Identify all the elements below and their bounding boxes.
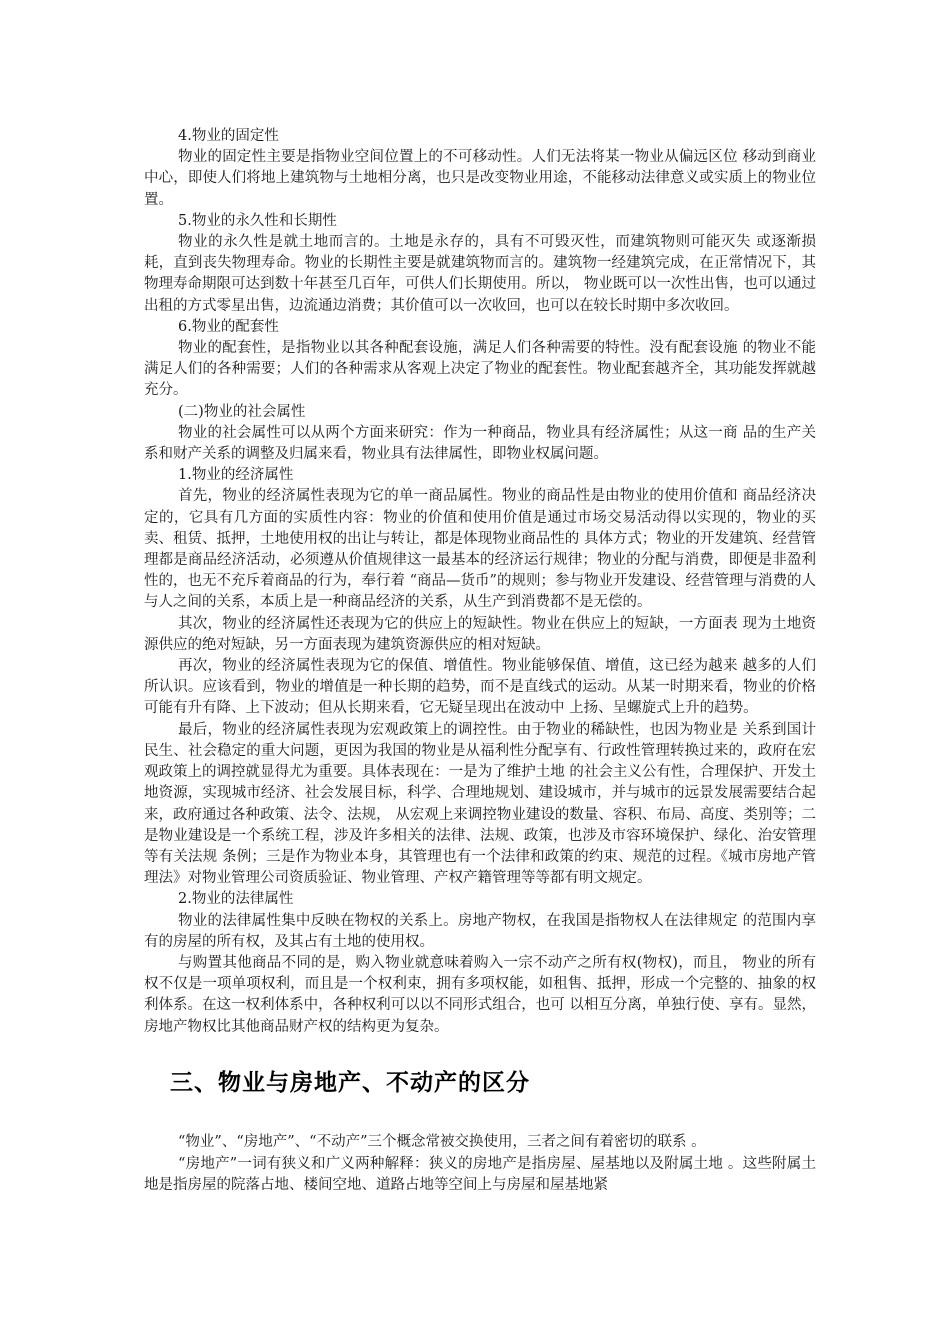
paragraph: “房地产”一词有狭义和广义两种解释：狭义的房地产是指房屋、屋基地以及附属土地 。这些附属土地是指房屋的院落占地、楼间空地、道路占地等空间上与房屋和屋基地紧 <box>144 1155 816 1193</box>
section-title: 三、物业与房地产、不动产的区分 <box>170 1070 530 1096</box>
subheading: 6.物业的配套性 <box>178 318 279 335</box>
subheading: 4.物业的固定性 <box>178 128 279 144</box>
document-body <box>144 126 816 1038</box>
paragraph: 物业的固定性主要是指物业空间位置上的不可移动性。人们无法将某一物业从偏远区位 移动到商业中心，即使人们将地上建筑物与土地相分离，也只是改变物业用途，不能移动法律意义或实质上的物业位置。 <box>144 149 816 208</box>
paragraph: “物业”、“房地产”、“不动产”三个概念常被交换使用，三者之间有着密切的联系 。 <box>178 1134 706 1150</box>
subheading: 5.物业的永久性和长期性 <box>178 212 337 229</box>
section-body <box>144 1132 816 1197</box>
subheading: 1.物业的经济属性 <box>178 467 294 484</box>
paragraph: 物业的配套性，是指物业以其各种配套设施，满足人们各种需要的特性。没有配套设施 的物业不能满足人们的各种需要；人们的各种需求从客观上决定了物业的配套性。物业配套越齐全，其功能发挥就越充分。 <box>144 340 816 399</box>
subheading: (二)物业的社会属性 <box>178 403 306 420</box>
paragraph: 物业的法律属性集中反映在物权的关系上。房地产物权，在我国是指物权人在法律规定 的范围内享有的房屋的所有权，及其占有土地的使用权。 <box>144 912 816 950</box>
paragraph: 首先，物业的经济属性表现为它的单一商品属性。物业的商品性是由物业的使用价值和 商品经济决定的，它具有几方面的实质性内容：物业的价值和使用价值是通过市场交易活动得以实现的，物业的买卖、租赁、抵押，土地使用权的出让与转让，都是体现物业商品性的 具体方式；物业的开发建筑、经营管理都是商品经济活动，必须遵从价值规律这一最基本的经济运行规律；物业的分配与消费，即便是非盈利性的，也无不充斥着商品的行为，奉行着 “商品—货币”的规则；参与物业开发建设、经营管理与消费的人与人之间的关系，本质上是一种商品经济的关系，从生产到消费都不是无偿的。 <box>144 488 816 611</box>
subheading: 2.物业的法律属性 <box>178 891 294 908</box>
paragraph: 再次，物业的经济属性表现为它的保值、增值性。物业能够保值、增值，这已经为越来 越多的人们所认识。应该看到，物业的增值是一种长期的趋势，而不是直线式的运动。从某一时期来看，物业的价格可能有升有降、上下波动；但从长期来看，它无疑呈现出在波动中 上扬、呈螺旋式上升的趋势。 <box>144 658 816 717</box>
paragraph: 最后，物业的经济属性表现为宏观政策上的调控性。由于物业的稀缺性，也因为物业是 关系到国计民生、社会稳定的重大问题，更因为我国的物业是从福利性分配享有、行政性管理转换过来的，政府在宏观政策上的调控就显得尤为重要。具体表现在：一是为了维护土地 的社会主义公有性，合理保护、开发土地资源，实现城市经济、社会发展目标，科学、合理地规划、建设城市，并与城市的远景发展需要结合起来，政府通过各种政策、法令、法规， 从宏观上来调控物业建设的数量、容积、布局、高度、类别等；二是物业建设是一个系统工程，涉及许多相关的法律、法规、政策，也涉及市容环境保护、绿化、治安管理等有关法规 条例；三是作为物业本身，其管理也有一个法律和政策的约束、规范的过程。《城市房地产管理法》对物业管理公司资质验证、物业管理、产权产籍管理等等都有明文规定。 <box>144 721 816 887</box>
paragraph: 物业的永久性是就土地而言的。土地是永存的，具有不可毁灭性，而建筑物则可能灭失 或逐渐损耗，直到丧失物理寿命。物业的长期性主要是就建筑物而言的。建筑物一经建筑完成，在正常情况下，其物理寿命期限可达到数十年甚至几百年，可供人们长期使用。所以， 物业既可以一次性出售，也可以通过出租的方式零星出售，边流通边消费；其价值可以一次收回，也可以在较长时期中多次收回。 <box>144 234 816 314</box>
paragraph: 物业的社会属性可以从两个方面来研究：作为一种商品，物业具有经济属性；从这一商 品的生产关系和财产关系的调整及归属来看，物业具有法律属性，即物业权属问题。 <box>144 424 816 463</box>
paragraph: 其次，物业的经济属性还表现为它的供应上的短缺性。物业在供应上的短缺，一方面表 现为土地资源供应的绝对短缺，另一方面表现为建筑资源供应的相对短缺。 <box>144 615 816 653</box>
paragraph: 与购置其他商品不同的是，购入物业就意味着购入一宗不动产之所有权(物权)，而且， 物业的所有权不仅是一项单项权利，而且是一个权利束，拥有多项权能，如租售、抵押，形成一个完整的、抽象的权利体系。在这一权利体系中，各种权利可以以不同形式组合，也可 以相互分离，单独行使、享有。显然，房地产物权比其他商品财产权的结构更为复杂。 <box>144 954 816 1035</box>
